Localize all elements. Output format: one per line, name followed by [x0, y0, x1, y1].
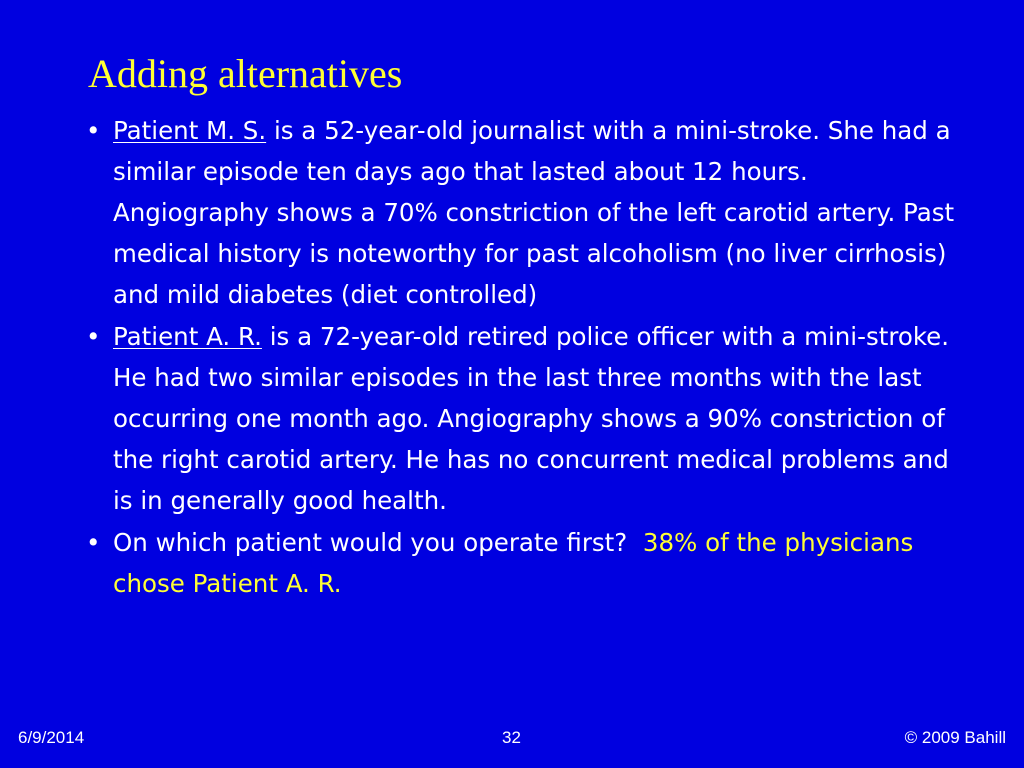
footer-date: 6/9/2014	[18, 728, 85, 747]
answer-text: 38% of the physicians chose Patient A. R.	[113, 528, 914, 598]
bullet-question	[86, 522, 966, 604]
patient-ar-description: is a 72-year-old retired police officer with a mini-stroke. He had two similar episodes in the last three months with the last occurring one month ago. Angiography shows a 90% constriction of the right carotid artery. He has no concurrent medical problems and is in generally good health.	[113, 322, 950, 515]
slide-title: Adding alternatives	[88, 51, 403, 96]
bullet-dot: •	[86, 322, 101, 351]
footer-page-number: 32	[502, 728, 521, 747]
bullet-patient-ar	[86, 316, 966, 521]
patient-ar-label: Patient A. R.	[113, 322, 262, 351]
footer-copyright: © 2009 Bahill	[904, 728, 1006, 747]
bullet-list	[86, 110, 966, 605]
patient-ms-label: Patient M. S.	[113, 116, 267, 145]
bullet-dot: •	[86, 528, 101, 557]
question-text: On which patient would you operate first?	[113, 528, 628, 557]
bullet-dot: •	[86, 116, 101, 145]
patient-ms-description: is a 52-year-old journalist with a mini-stroke. She had a similar episode ten days ago that lasted about 12 hours. Angiography shows a 70% constriction of the left carotid artery. Past medical history is noteworthy for past alcoholism (no liver cirrhosis) and mild diabetes (diet controlled)	[113, 116, 955, 309]
bullet-patient-ms	[86, 110, 966, 315]
